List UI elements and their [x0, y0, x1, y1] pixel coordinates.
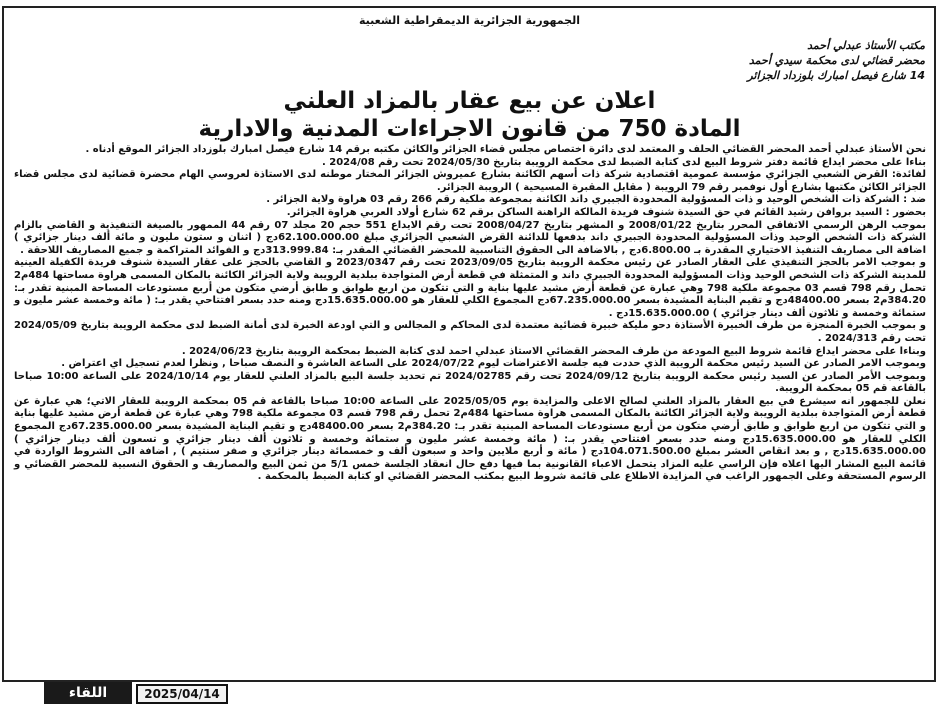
bailiff-office-block — [625, 38, 925, 83]
office-line-name: مكتب الأستاذ عبدلي أحمد — [807, 39, 925, 52]
paragraph-deposit: بناءا على محضر ايداع قائمة دفتر شروط البيع لدى كتابة الضبط لدى محكمة الرويبة بتاريخ 2024/05/30 تحت رقم 2024/08 . — [321, 156, 926, 168]
publication-date: 2025/04/14 — [136, 684, 228, 704]
notice-title: اعلان عن بيع عقار بالمزاد العلني — [283, 88, 656, 114]
paragraph-beneficiary: لفائدة: القرض الشعبي الجزائري مؤسسة عمومية اقتصادية شركة ذات أسهم الكائنة بشارع عميروش الجزائر المختار موطنه لدى الاستاذة لعروسي الهام محضرة قضائية لدى مجلس قضاء الجزائر الكائن مكتبها بشارع أول نوفمبر رقم 79 الرويبة ( مقابل المقبرة المسيحية ) الرويبة الجزائر. — [14, 169, 926, 193]
paragraph-session: وبموجب الأمر الصادر عن السيد رئيس محكمة الرويبة بتاريخ 2024/09/12 تحت رقم 2024/02785 تم تحديد جلسة البيع بالمزاد العلني للعقار يوم 2024/10/14 على الساعة 10:00 صباحا بالقاعة قم 05 بمحكمة الرويبة. — [14, 370, 926, 395]
paragraph-seizure: و بموجب الامر بالحجز التنفيذي على العقار الصادر عن رئيس محكمة الرويبة بتاريخ 2023/09/05 تحت رقم 2023/0347 و القاضي بالحجز على عقار السيدة شنوف فريدة الكفيلة العينية للمدينة الشركة ذات الشخص الوحيد وذات المسؤولية المحدودة الجبيري داند و المتمثلة في قطعة أرض المتواجدة ببلدية الرويبة ولاية الجزائر الكائنة بالمكان المسمى هراوة مساحتها 484م2 تحمل رقم 798 قسم 03 مجموعة ملكية 798 وهي عبارة عن قطعة أرض مشيد عليها بناية و التي تتكون من اربع طوابق و طابق أرضي متكون من أربع مستودعات المساحة المبنية تقدر بـ: 384.20م2 بسعر 48400.00دج و تقيم البناية المشيدة بسعر 67.235.000.00دج المجموع الكلي للعقار هو 15.635.000.00دج ومنه حدد بسعر افتتاحي يقدر بـ: ( مائة وخمسة عشر مليون و ستمائة وخمسة و ثلاثون ألف دينار جزائري ) 15.635.000.00دج . — [14, 257, 927, 319]
paragraph-announcement: نعلن للجمهور انه سيشرع في بيع العقار بالمزاد العلني لصالح الاعلى والمزايدة يوم 2025/05/05 على الساعة 10:00 صباحا بالقاعة قم 05 بمحكمة الرويبة للعقار الاتي؛ هي عبارة عن قطعة أرض المتواجدة ببلدية الرويبة ولاية الجزائر الكائنة بالمكان المسمى هراوة مساحتها 484م2 تحمل رقم 798 قسم 03 مجموعة ملكية 798 وهي عبارة عن قطعة أرض مشيد عليها بناية و التي تتكون من اربع طوابق و طابق أرضي متكون من أربع مستودعات المساحة المبنية تقدر بـ: 384.20م2 بسعر 48400.00دج و تقيم البناية المشيدة بسعر 67.235.000.00دج المجموع الكلي للعقار هو 15.635.000.00دج ومنه حدد بسعر افتتاحي يقدر بـ: ( مائة وخمسة عشر مليون و ستمائة وخمسة و ثلاثون ألف دينار جزائري و تسعون ألف دينار جزائري ) 15.635.000.00دج , و بعد انقاص العشر بمبلغ 104.071.500.00دج ( مائة و أربع ملايين واحد و سبعون ألف و خمسمائة دينار جزائري و صفر سنتيم ) , اضافة الى الشروط الواردة في قائمة البيع المشار اليها اعلاه فإن الراسي عليه المزاد يتحمل الاعباء القانونية بما فيها دفع حال انعقاد الجلسة خمس 5/1 من ثمن البيع والمصاريف و الحقوق النسبية للمحضر القضائي و الرسوم المستحقة وعلى الجمهور الراغب في المزايدة الاطلاع على قائمة شروط البيع بمكتب المحضر القضائي او كتابة الضبط بالمحكمة . — [14, 395, 927, 483]
notice-article: المادة 750 من قانون الاجراءات المدنية والادارية — [198, 116, 741, 142]
paragraph-expertise: و بموجب الخبرة المنجزة من طرف الخبيرة الأستاذة دحو مليكة خبيرة قضائية معتمدة لدى المحاكم و المجالس و التي اودعة الخبرة لدى أمانة الضبط لدى محكمة الرويبة بتاريخ 2024/05/09 تحت رقم 2024/313 . — [14, 320, 926, 344]
paragraph-mortgage: بموجب الرهن الرسمي الاتفاقي المحرر بتاريخ 2008/01/22 و المشهر بتاريخ 2008/04/27 تحت رقم الايداع 551 حجم 20 مجلد 07 رقم 44 الممهور بالصيغة التنفيذية و القاضي بالزام الشركة ذات الشخص الوحيد وذات المسؤولية المحدودة الجبيري داند بدفعها للدائنة القرض الشعبي الجزائري مبلغ 62.100.000.00دج ( اثنان و ستون مليون و مائة ألف دينار جزائري ) اضافة الى مصاريف التنفيذ الاختياري المقدرة بـ 6.800.00دج , بالاضافة الى الحقوق التناسبية للمحضر القضائي المقدر بـ: 313.999.84دج و الفوائد المتراكمة و جميع المصاريف اللاحقة . — [14, 219, 926, 256]
paragraph-intro: نحن الأستاذ عبدلي أحمد المحضر القضائي الحلف و المعتمد لدى دائرة اختصاص مجلس قضاء الجزائر والكائن مكتبه برقم 14 شارع فيصل امبارك بلوزداد الجزائر الموقع أدناه . — [85, 144, 926, 155]
office-line-address: 14 شارع فيصل امبارك بلوزداد الجزائر — [747, 69, 925, 82]
office-line-court: محضر قضائي لدى محكمة سيدي أحمد — [748, 54, 925, 67]
republic-heading: الجمهورية الجزائرية الديمقراطية الشعبية — [359, 14, 580, 27]
paragraph-presence: بحضور : السيد بروافن رشيد القائم في حق السيدة شنوف فريدة المالكة الراهنة الساكن برقم 62 شارع أولاد العربي هراوة الجزائر. — [286, 206, 926, 218]
paragraph-objections: وبموجب الامر الصادر عن السيد رئيس محكمة الرويبة الذي حددت فيه جلسة الاعتراضات ليوم 2024/07/22 على الساعة العاشرة و النصف صباحا , ونظرا لعدم تسجيل اي اعتراض . — [61, 358, 926, 370]
paragraph-conditions: وبناءا على محضر ايداع قائمة شروط البيع المودعة من طرف المحضر القضائي الاستاذ عبدلي احمد لدى كتابة الضبط بمحكمة الرويبة بتاريخ 2024/06/23 . — [181, 345, 926, 357]
notice-body — [14, 144, 926, 484]
paragraph-against: ضد : الشركة ذات الشخص الوحيد و ذات المسؤولية المحدودة الجبيري داند الكائنة بمجموعة ملكية رقم 266 رقم 03 هراوة ولاية الجزائر . — [266, 194, 926, 206]
newspaper-name: اللقاء — [44, 682, 132, 704]
